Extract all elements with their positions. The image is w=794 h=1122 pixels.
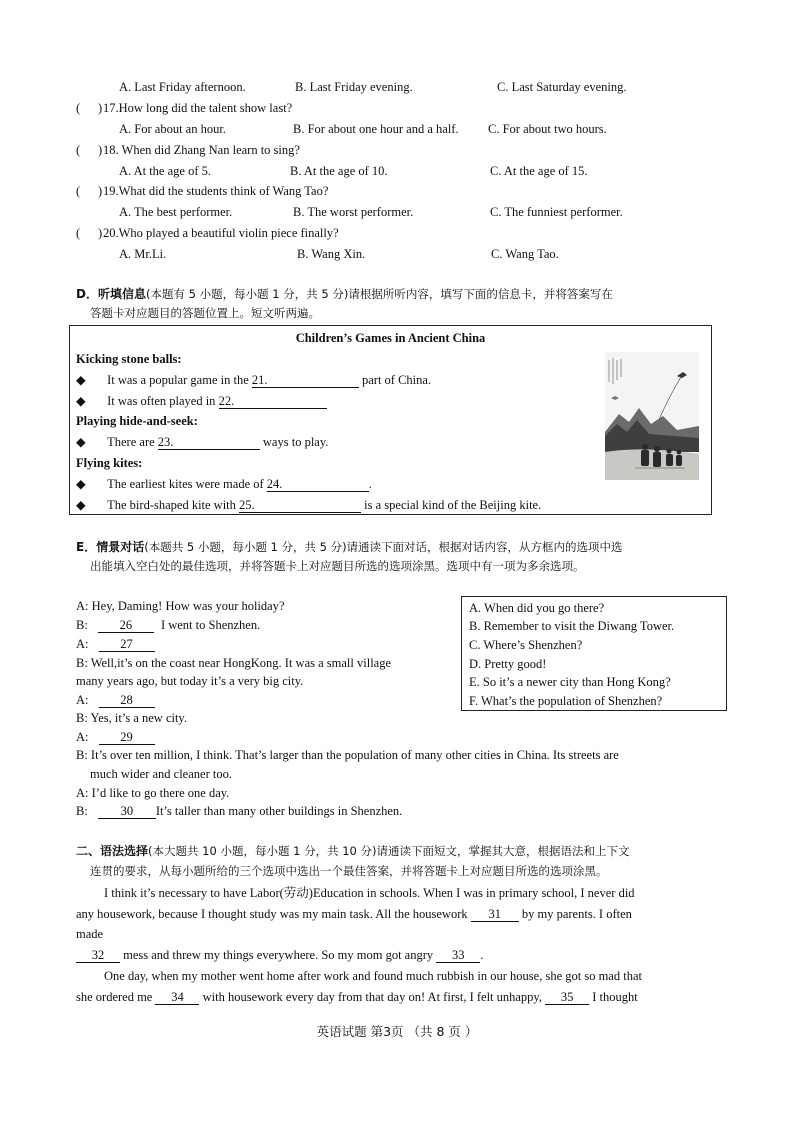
passage-line-5: One day, when my mother went home after work and found much rubbish in our house, she got so mad that (104, 969, 642, 983)
blank-30[interactable]: 30 (98, 804, 156, 819)
q17-text: 17.How long did the talent show last? (103, 101, 293, 115)
info-item-21: ◆ It was a popular game in the 21. part of China. (76, 373, 432, 387)
blank-28[interactable]: 28 (99, 693, 155, 708)
info-card-title: Children’s Games in Ancient China (295, 331, 486, 345)
section-e-heading (76, 539, 623, 556)
diamond-bullet-icon: ◆ (76, 498, 86, 512)
dialogue-line-5: A: 28 (76, 692, 155, 708)
section-e-instruction-2: 出能填入空白处的最佳选项，并将答题卡上对应题目所选的选项涂黑。选项中有一项为多余选项。 (90, 559, 585, 573)
dialogue-line-8a: B: It’s over ten million, I think. That’s larger than the population of many other cities in China. Its streets are (76, 748, 619, 762)
section-d-label: D．听填信息 (76, 287, 146, 301)
diamond-bullet-icon: ◆ (76, 477, 86, 491)
dialogue-options-box (461, 596, 727, 711)
blank-34[interactable]: 34 (155, 990, 199, 1005)
q19-option-b: B. The worst performer. (293, 205, 414, 219)
option-a: A. When did you go there? (469, 601, 605, 615)
info-card-heading-kites: Flying kites: (76, 456, 143, 470)
dialogue-line-1: A: Hey, Daming! How was your holiday? (76, 599, 285, 613)
passage-line-6: she ordered me 34 with housework every day from that day on! At first, I felt unhappy, 35 I thought (76, 990, 638, 1004)
blank-35[interactable]: 35 (545, 990, 589, 1005)
q17-paren-close: ) (98, 101, 103, 115)
q18-paren-close: ) (98, 143, 103, 157)
passage-line-4: 32 mess and threw my things everywhere. So my mom got angry 33 . (76, 947, 483, 963)
q20-text: 20.Who played a beautiful violin piece finally? (103, 226, 339, 240)
blank-33[interactable]: 33 (436, 948, 480, 963)
passage-line-3: made (76, 927, 104, 941)
q20-option-c: C. Wang Tao. (491, 247, 559, 261)
diamond-bullet-icon: ◆ (76, 435, 86, 449)
info-item-22: ◆ It was often played in 22. (76, 393, 327, 409)
q18-text: 18. When did Zhang Nan learn to sing? (103, 143, 300, 157)
dialogue-line-8b: much wider and cleaner too. (90, 767, 232, 781)
blank-29[interactable]: 29 (99, 730, 155, 745)
dialogue-line-6: B: Yes, it’s a new city. (76, 711, 187, 725)
section-2-instruction-2: 连贯的要求，从每小题所给的三个选项中选出一个最佳答案，并将答题卡上对应题目所选的选项涂黑。 (90, 864, 608, 878)
option-b: B. Remember to visit the Diwang Tower. (469, 619, 675, 633)
diamond-bullet-icon: ◆ (76, 394, 86, 408)
q19-text: 19.What did the students think of Wang Tao? (103, 184, 329, 198)
blank-31[interactable]: 31 (471, 907, 519, 922)
dialogue-line-7: A: 29 (76, 729, 155, 745)
q19-option-c: C. The funniest performer. (490, 205, 623, 219)
info-item-23: ◆ There are 23. ways to play. (76, 435, 329, 449)
info-card-heading-kicking: Kicking stone balls: (76, 352, 182, 366)
passage-line-2: any housework, because I thought study was my main task. All the housework 31 by my parents. I often (76, 907, 632, 921)
q18-option-b: B. At the age of 10. (290, 164, 388, 178)
q17-paren-open: ( (76, 101, 81, 115)
page-footer: 英语试题 第3页 （共 8 页 ） (316, 1024, 478, 1039)
q16-option-a: A. Last Friday afternoon. (119, 80, 246, 94)
blank-26[interactable]: 26 (98, 618, 154, 633)
blank-21[interactable]: 21. (252, 373, 359, 388)
q16-option-c: C. Last Saturday evening. (497, 80, 627, 94)
blank-32[interactable]: 32 (76, 948, 120, 963)
option-d: D. Pretty good! (469, 657, 547, 671)
q17-option-b: B. For about one hour and a half. (293, 122, 459, 136)
info-card (69, 325, 712, 515)
q18-option-c: C. At the age of 15. (490, 164, 588, 178)
blank-22[interactable]: 22. (219, 394, 327, 409)
q19-paren-close: ) (98, 184, 103, 198)
section-2-instruction-1: (本大题共 10 小题，每小题 1 分，共 10 分)请通读下面短文，掌握其大意，根据语法和上下文 (148, 844, 630, 858)
section-e-instruction-1: (本题共 5 小题，每小题 1 分，共 5 分)请通读下面对话，根据对话内容，从方框内的选项中选 (144, 540, 623, 554)
section-d-instruction-1: (本题有 5 小题，每小题 1 分，共 5 分)请根据所听内容，填写下面的信息卡，并将答案写在 (145, 287, 613, 301)
option-c: C. Where’s Shenzhen? (469, 638, 583, 652)
blank-27[interactable]: 27 (99, 637, 155, 652)
dialogue-line-4a: B: Well,it’s on the coast near HongKong. It was a small village (76, 656, 392, 670)
dialogue-line-2: B: 26 I went to Shenzhen. (76, 618, 261, 632)
q18-paren-open: ( (76, 143, 81, 157)
blank-23[interactable]: 23. (158, 435, 260, 450)
dialogue-line-10: B: 30 It’s taller than many other buildings in Shenzhen. (76, 804, 403, 818)
dialogue-line-4b: many years ago, but today it’s a very big city. (76, 674, 304, 688)
blank-25[interactable]: 25. (239, 498, 361, 513)
dialogue-line-3: A: 27 (76, 636, 155, 652)
section-d-instruction-2: 答题卡对应题目的答题位置上。短文听两遍。 (90, 306, 320, 320)
q16-option-b: B. Last Friday evening. (295, 80, 413, 94)
q20-option-a: A. Mr.Li. (119, 247, 167, 261)
q18-option-a: A. At the age of 5. (119, 164, 211, 178)
q20-option-b: B. Wang Xin. (297, 247, 366, 261)
option-f: F. What’s the population of Shenzhen? (469, 694, 663, 708)
section-e-label: E．情景对话 (76, 540, 145, 554)
diamond-bullet-icon: ◆ (76, 373, 86, 387)
info-item-24: ◆ The earliest kites were made of 24. . (76, 477, 372, 491)
q17-option-a: A. For about an hour. (119, 122, 226, 136)
q20-paren-open: ( (76, 226, 81, 240)
option-e: E. So it’s a newer city than Hong Kong? (469, 675, 671, 689)
info-item-25: ◆ The bird-shaped kite with 25. is a special kind of the Beijing kite. (76, 498, 542, 512)
section-2-heading (76, 843, 630, 860)
blank-24[interactable]: 24. (267, 477, 369, 492)
passage-line-1: I think it’s necessary to have Labor(劳动)Education in schools. When I was in primary school, I never did (104, 886, 635, 900)
q17-option-c: C. For about two hours. (488, 122, 607, 136)
q19-paren-open: ( (76, 184, 81, 198)
section-2-label: 二、语法选择 (76, 844, 149, 858)
q19-option-a: A. The best performer. (119, 205, 233, 219)
kite-painting-image (605, 352, 699, 480)
q20-paren-close: ) (98, 226, 103, 240)
info-card-heading-hide-seek: Playing hide-and-seek: (76, 414, 198, 428)
dialogue-line-9: A: I’d like to go there one day. (76, 786, 230, 800)
section-d-heading (76, 286, 613, 303)
